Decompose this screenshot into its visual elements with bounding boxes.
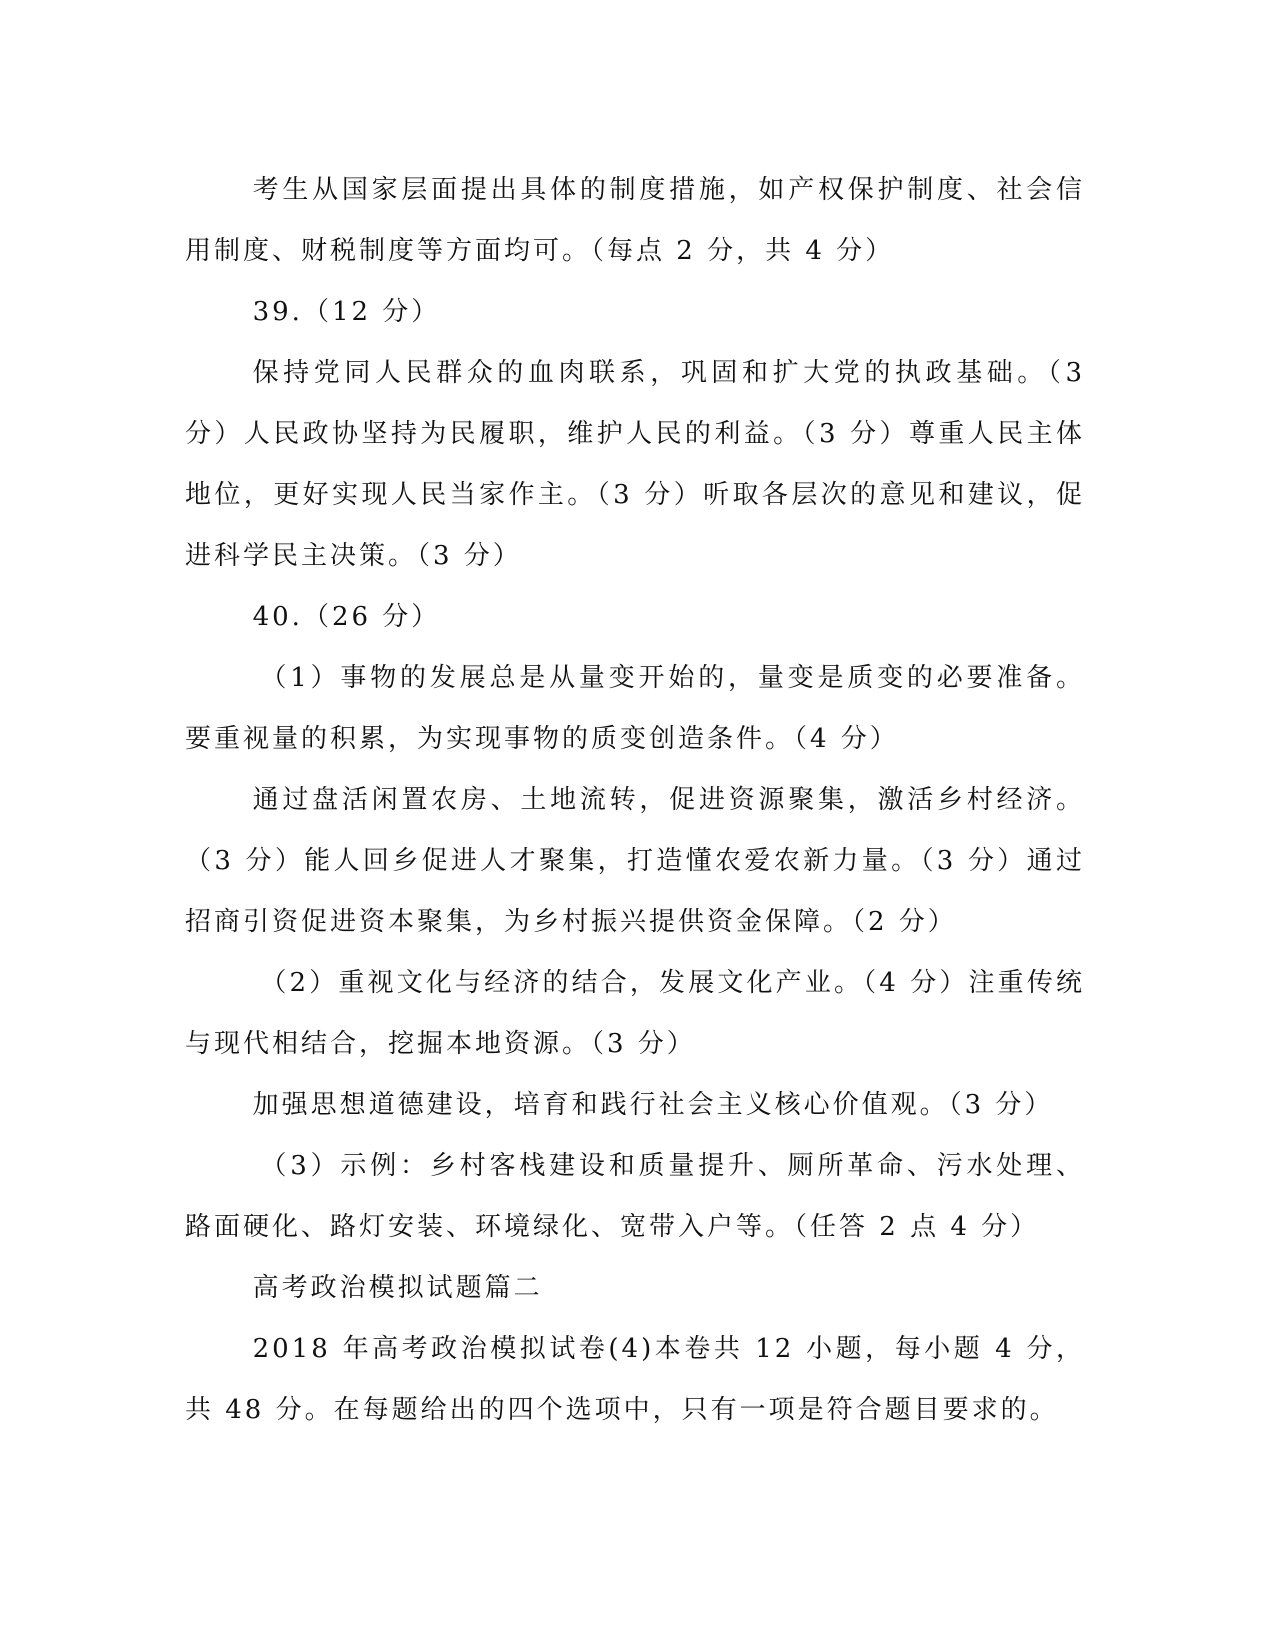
- paragraph-institutional-measures: 考生从国家层面提出具体的制度措施，如产权保护制度、社会信用制度、财税制度等方面均可。（每点 2 分，共 4 分）: [185, 175, 1085, 266]
- paragraph-40-part-1: （1）事物的发展总是从量变开始的，量变是质变的必要准备。要重视量的积累，为实现事物的质变创造条件。（4 分）: [185, 663, 1085, 754]
- question-39-heading: 39.（12 分）: [252, 297, 441, 327]
- paragraph-exam-intro: 2018 年高考政治模拟试卷(4)本卷共 12 小题，每小题 4 分，共 48 分。在每题给出的四个选项中，只有一项是符合题目要求的。: [185, 1334, 1085, 1425]
- paragraph-39-answer: 保持党同人民群众的血肉联系，巩固和扩大党的执政基础。（3 分）人民政协坚持为民履职，维护人民的利益。（3 分）尊重人民主体地位，更好实现人民当家作主。（3 分）听取各层次的意见和建议，促进科学民主决策。（3 分）: [185, 358, 1085, 571]
- paragraph-40-part-2-detail: 加强思想道德建设，培育和践行社会主义核心价值观。（3 分）: [252, 1090, 1054, 1120]
- section-title-part-two: 高考政治模拟试题篇二: [252, 1273, 543, 1303]
- paragraph-40-part-2: （2）重视文化与经济的结合，发展文化产业。（4 分）注重传统与现代相结合，挖掘本地资源。（3 分）: [185, 968, 1085, 1059]
- paragraph-40-part-1-detail: 通过盘活闲置农房、土地流转，促进资源聚集，激活乡村经济。（3 分）能人回乡促进人才聚集，打造懂农爱农新力量。（3 分）通过招商引资促进资本聚集，为乡村振兴提供资金保障。（2 分）: [185, 785, 1085, 937]
- document-body: [185, 160, 1085, 1441]
- question-40-heading: 40.（26 分）: [252, 602, 441, 632]
- paragraph-40-part-3: （3）示例：乡村客栈建设和质量提升、厕所革命、污水处理、路面硬化、路灯安装、环境绿化、宽带入户等。（任答 2 点 4 分）: [185, 1151, 1085, 1242]
